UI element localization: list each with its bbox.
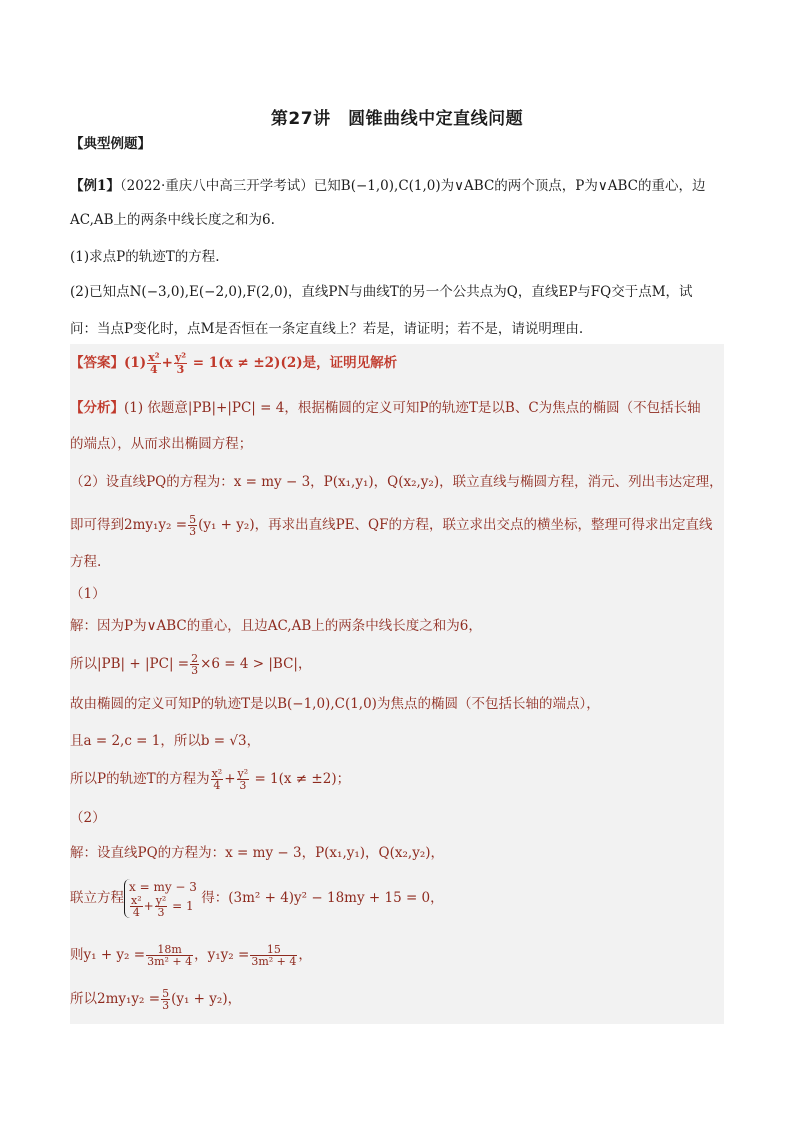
solution-2-line-1: 解：设直线PQ的方程为：x = my − 3，P(x₁,y₁)，Q(x₂,y₂)，	[70, 845, 444, 861]
solution-2-text-2a: 联立方程	[70, 890, 124, 906]
analysis-text-4b: (y₁ + y₂)，再求出直线PE、QF的方程，联立求出交点的横坐标，整理可得求出定直线	[198, 517, 713, 533]
solution-1-line-5: 所以P的轨迹T的方程为 $\frac{\text{x²}}{4}$ + $\frac{\text{y²}}{3}$ = 1(x ≠ ±2)；	[70, 767, 351, 792]
fraction-x2-over-4-c: $\frac{\text{x²}}{4}$	[131, 894, 142, 919]
answer-eq-suffix: = 1(x ≠ ±2)	[188, 355, 281, 371]
example-text-1: （2022·重庆八中高三开学考试）已知B(−1,0),C(1,0)为∨ABC的两个顶点，P为∨ABC的重心，边	[119, 178, 706, 194]
example-line-2: AC,AB上的两条中线长度之和为6.	[70, 212, 275, 228]
fraction-5-over-3: $\frac{5}{3}$	[189, 513, 197, 538]
answer-tag: 【答案】	[70, 355, 124, 371]
solution-2-text-3a: 则y₁ + y₂ =	[70, 947, 146, 963]
analysis-line-5: 方程.	[70, 554, 102, 570]
solution-1-text-5a: 所以P的轨迹T的方程为	[70, 771, 210, 787]
solution-2-line-2	[70, 878, 444, 918]
question-2-line-2: 问：当点P变化时，点M是否恒在一条定直线上？若是，请证明；若不是，请说明理由.	[70, 321, 584, 337]
fraction-y2-over-3: $\frac{\text{y²}}{3}$	[174, 351, 187, 376]
answer-line: 【答案】(1) $\frac{\text{x²}}{4}$ + $\frac{\text{y²}}{3}$ = 1(x ≠ ±2)(2)是，证明见解析	[70, 351, 398, 376]
solution-2-text-2b: 得：(3m² + 4)y² − 18my + 15 = 0，	[201, 890, 444, 906]
solution-1-line-1: 解：因为P为∨ABC的重心，且边AC,AB上的两条中线长度之和为6，	[70, 618, 482, 634]
fraction-2-over-3: $\frac{2}{3}$	[191, 652, 199, 677]
fraction-sum: $\frac{18m}{\text{3m² + 4}}$	[147, 943, 193, 968]
fraction-5-over-3-b: $\frac{5}{3}$	[162, 987, 170, 1012]
solution-2-text-4b: (y₁ + y₂)，	[171, 991, 242, 1007]
solution-1-line-4: 且a = 2,c = 1，所以b = √3，	[70, 733, 261, 749]
question-1: (1)求点P的轨迹T的方程.	[70, 249, 220, 265]
answer-part-1: (1)	[124, 355, 147, 371]
analysis-line-1	[70, 398, 701, 418]
solution-1-line-3: 故由椭圆的定义可知P的轨迹T是以B(−1,0),C(1,0)为焦点的椭圆（不包括长轴的端点），	[70, 696, 600, 712]
solution-1-text-2b: ×6 = 4 > |BC|，	[200, 656, 312, 672]
solution-2-line-4	[70, 988, 241, 1011]
solution-1-text-2a: 所以|PB| + |PC| =	[70, 656, 190, 672]
solution-2-line-3	[70, 944, 312, 967]
analysis-line-4	[70, 514, 712, 537]
fraction-x2-over-4: $\frac{\text{x²}}{4}$	[148, 351, 160, 376]
solution-2-text-3c: ，	[298, 947, 312, 963]
system-eq-1: x = my − 3	[129, 880, 197, 894]
question-2-line-1: (2)已知点N(−3,0),E(−2,0),F(2,0)，直线PN与曲线T的另一个公共点为Q，直线EP与FQ交于点M，试	[70, 284, 693, 300]
solution-1-label: （1）	[70, 586, 106, 602]
fraction-product: $\frac{15}{\text{3m² + 4}}$	[251, 943, 297, 968]
analysis-text-1: (1) 依题意|PB|+|PC| = 4，根据椭圆的定义可知P的轨迹T是以B、C为焦点的椭圆（不包括长轴	[124, 400, 701, 416]
answer-part-2: (2)是，证明见解析	[280, 355, 398, 371]
example-tag: 【例1】	[70, 178, 120, 194]
example-line-1	[70, 176, 706, 196]
system-eq-2: $\frac{\text{x²}}{4}$ + $\frac{\text{y²}}{3}$ = 1	[131, 894, 194, 919]
analysis-line-3: （2）设直线PQ的方程为：x = my − 3，P(x₁,y₁)，Q(x₂,y₂)，联立直线与椭圆方程，消元、列出韦达定理，	[70, 474, 723, 490]
solution-2-text-4a: 所以2my₁y₂ =	[70, 991, 161, 1007]
equation-system	[124, 879, 197, 918]
fraction-y2-over-3-c: $\frac{\text{y²}}{3}$	[155, 894, 167, 919]
fraction-x2-over-4-b: $\frac{\text{x²}}{4}$	[211, 767, 223, 792]
solution-1-line-2	[70, 653, 311, 676]
analysis-tag: 【分析】	[70, 400, 124, 416]
page-title: 第27讲 圆锥曲线中定直线问题	[270, 109, 524, 129]
section-label: 【典型例题】	[70, 136, 151, 152]
analysis-text-4a: 即可得到2my₁y₂ =	[70, 517, 188, 533]
solution-2-label: （2）	[70, 810, 106, 826]
solution-1-text-5b: = 1(x ≠ ±2)；	[250, 771, 351, 787]
analysis-line-2: 的端点），从而求出椭圆方程；	[70, 436, 253, 452]
fraction-y2-over-3-b: $\frac{\text{y²}}{3}$	[237, 767, 249, 792]
solution-2-text-3b: ，y₁y₂ =	[194, 947, 250, 963]
